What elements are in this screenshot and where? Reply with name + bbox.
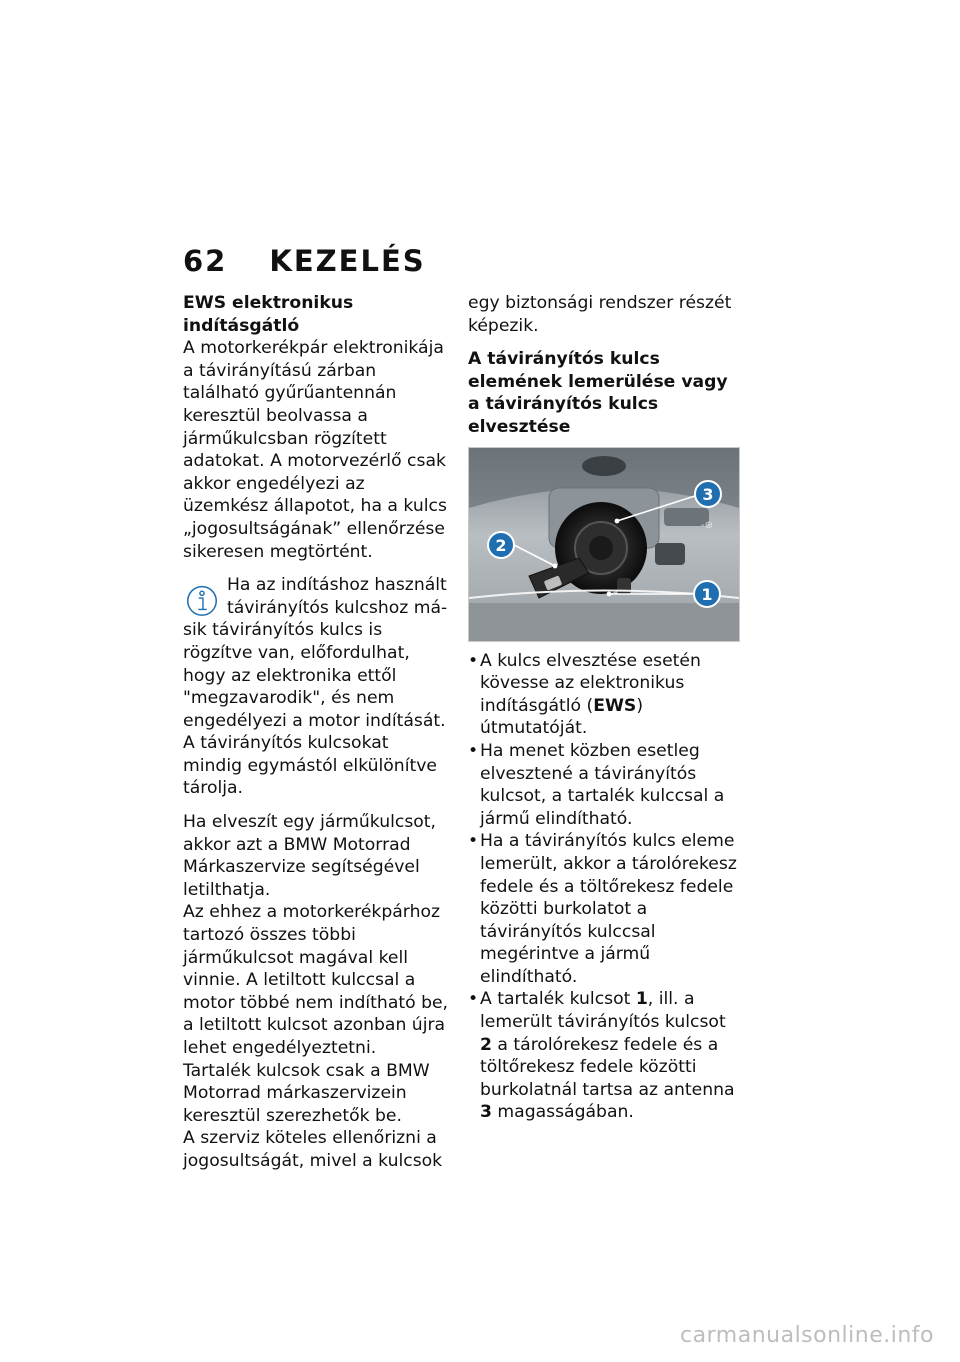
bullet-text: A tartalék kulcsot bbox=[480, 989, 636, 1010]
spare-keys-paragraph: Tartalék kulcsok csak a BMW Motorrad márkaszervizein keresztül szerezhetők be. bbox=[183, 1060, 430, 1126]
ews-bold: EWS bbox=[593, 695, 637, 716]
info-icon bbox=[183, 580, 221, 618]
ref-1: 1 bbox=[635, 989, 648, 1010]
bullet-text: magasságában. bbox=[491, 1102, 634, 1123]
info-note bbox=[183, 574, 449, 732]
callout-1 bbox=[694, 581, 720, 607]
left-column bbox=[183, 292, 449, 1173]
list-item: • Ha a távirányítós kulcs eleme lemerült, akkor a tárolórekesz fedele és a töltőrekesz fedele közötti burkolatot a távirányítós kulccsal megérintve a jármű elindítható. bbox=[468, 830, 738, 988]
ignition-figure bbox=[468, 447, 740, 642]
svg-text:2: 2 bbox=[495, 535, 507, 555]
list-item bbox=[468, 988, 738, 1124]
section-heading-ews: EWS elektronikus indításgátló bbox=[183, 293, 354, 336]
ref-2: 2 bbox=[480, 1034, 492, 1055]
chapter-title: KEZELÉS bbox=[269, 244, 426, 278]
note-line-1: Ha az indításhoz használt bbox=[227, 575, 447, 596]
lost-key-paragraph: Ha elveszít egy járműkulcsot, akkor azt a BMW Motorrad Márkaszervize segítségével letilthatja. bbox=[183, 812, 437, 900]
bullet-text: , ill. a lemerült távirányítós kulcsot bbox=[480, 989, 726, 1033]
ignition-lock-illustration bbox=[469, 448, 739, 641]
ews-intro-paragraph: A motorkerékpár elektronikája a távirányítású zárban található gyűrűantennán keresztül beolvassa a járműkulcsban rögzített adatokat. A motorvezérlő csak akkor engedélyezi az üzemkész állapotot, ha a kulcs „jogosultságának” ellenőrzése sikeresen megtörtént. bbox=[183, 338, 447, 562]
continued-paragraph: egy biztonsági rendszer részét képezik. bbox=[468, 293, 732, 336]
list-item: • Ha menet közben esetleg elvesztené a távirányítós kulcsot, a tartalék kulccsal a jármű elindítható. bbox=[468, 740, 738, 830]
callout-2 bbox=[488, 532, 514, 558]
bring-keys-paragraph: Az ehhez a motorkerékpárhoz tartozó összes többi járműkulcsot magával kell vinnie. A letiltott kulccsal a motor többé nem indítható be, a letiltott kulcsot azonban újra lehet engedélyeztetni. bbox=[183, 902, 449, 1058]
store-keys-paragraph: A távirányítós kulcsokat mindig egymástól elkülönítve tárolja. bbox=[183, 733, 437, 799]
ref-3: 3 bbox=[480, 1102, 492, 1123]
callout-3 bbox=[695, 481, 721, 507]
note-text: sik távirányítós kulcs is rögzítve van, előfordulhat, hogy az elektronika ettől "megzavarodik", és nem engedélyezi a motor indítását. bbox=[183, 620, 446, 731]
subheading-battery-lost: A távirányítós kulcs elemének lemerülése vagy a távirányítós kulcs elvesztése bbox=[468, 349, 728, 437]
page-number: 62 bbox=[183, 244, 228, 278]
note-line-2: távirányítós kulcshoz má- bbox=[227, 597, 448, 618]
watermark: carmanualsonline.info bbox=[680, 1323, 934, 1348]
right-column bbox=[468, 292, 738, 1124]
bullet-text: ) útmutatóját. bbox=[480, 695, 644, 739]
instructions-list bbox=[468, 650, 738, 1124]
svg-text:3: 3 bbox=[702, 484, 714, 504]
bullet-text: a tárolórekesz fedele és a töltőrekesz fedele közötti burkolatnál tartsa az antenna bbox=[480, 1034, 735, 1100]
list-item bbox=[468, 650, 738, 740]
service-check-paragraph: A szerviz köteles ellenőrizni a jogosultságát, mivel a kulcsok bbox=[183, 1128, 443, 1171]
svg-text:-⊕: -⊕ bbox=[701, 519, 713, 531]
bullet-text: A kulcs elvesztése esetén kövesse az elektronikus indításgátló ( bbox=[480, 650, 701, 716]
page-header bbox=[183, 244, 426, 278]
svg-text:1: 1 bbox=[701, 584, 713, 604]
